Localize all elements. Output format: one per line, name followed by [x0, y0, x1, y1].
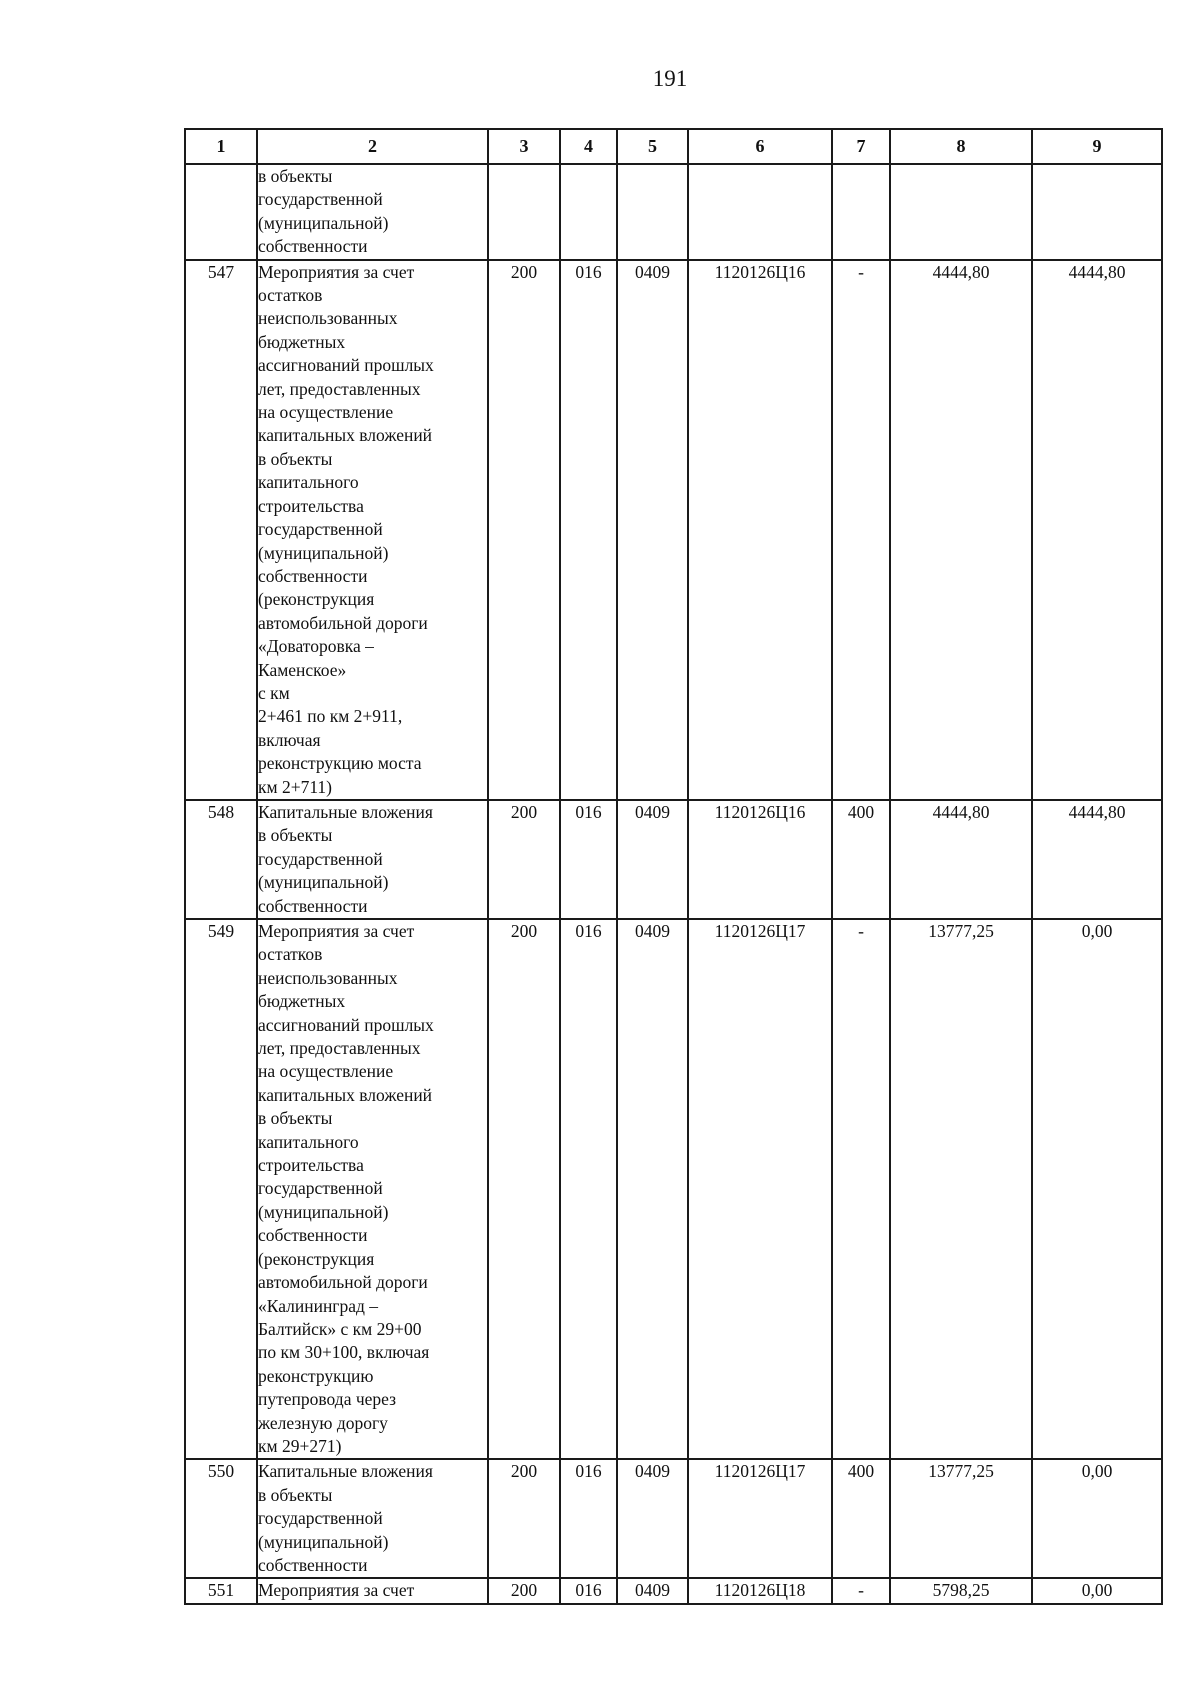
description-line: ассигнований прошлых: [258, 355, 434, 376]
description-line: бюджетных: [258, 991, 346, 1012]
description-line: включая: [258, 729, 321, 750]
table-row: [185, 260, 1162, 800]
cell-col-9: 4444,80: [1032, 260, 1162, 800]
description-line: неиспользованных: [258, 967, 398, 988]
description-line: Мероприятия за счет: [258, 1580, 415, 1601]
description-line: (реконструкция: [258, 1248, 375, 1269]
cell-col-6: 1120126Ц17: [688, 1459, 832, 1578]
row-number: [185, 164, 257, 260]
cell-col-3: 200: [488, 260, 560, 800]
cell-col-9: [1032, 164, 1162, 260]
column-header-6: 6: [688, 129, 832, 164]
row-number: 551: [185, 1578, 257, 1603]
row-description: [257, 800, 488, 919]
cell-col-6: 1120126Ц18: [688, 1578, 832, 1603]
table-body: [185, 164, 1162, 1604]
cell-col-6: [688, 164, 832, 260]
column-header-8: 8: [890, 129, 1032, 164]
description-line: государственной: [258, 1178, 383, 1199]
description-line: строительства: [258, 1155, 364, 1176]
column-header-3: 3: [488, 129, 560, 164]
row-description: [257, 164, 488, 260]
cell-col-7: -: [832, 260, 890, 800]
description-line: Капитальные вложения: [258, 801, 433, 822]
cell-col-7: 400: [832, 1459, 890, 1578]
row-description: [257, 1578, 488, 1603]
description-line: (муниципальной): [258, 542, 389, 563]
cell-col-5: 0409: [617, 919, 688, 1459]
cell-col-5: 0409: [617, 1459, 688, 1578]
description-line: остатков: [258, 944, 323, 965]
description-line: государственной: [258, 1508, 383, 1529]
cell-col-5: 0409: [617, 260, 688, 800]
row-number: 548: [185, 800, 257, 919]
cell-col-3: 200: [488, 919, 560, 1459]
row-number: 550: [185, 1459, 257, 1578]
description-line: в объекты: [258, 448, 333, 469]
table-row: [185, 800, 1162, 919]
description-line: Мероприятия за счет: [258, 261, 415, 282]
description-line: в объекты: [258, 1484, 333, 1505]
budget-table: [184, 128, 1163, 1605]
description-line: государственной: [258, 189, 383, 210]
cell-col-6: 1120126Ц16: [688, 800, 832, 919]
description-line: (муниципальной): [258, 1201, 389, 1222]
description-line: км 29+271): [258, 1435, 342, 1456]
cell-col-8: 5798,25: [890, 1578, 1032, 1603]
description-line: (муниципальной): [258, 1531, 389, 1552]
column-header-2: 2: [257, 129, 488, 164]
cell-col-8: [890, 164, 1032, 260]
description-line: «Калининград –: [258, 1295, 379, 1316]
cell-col-9: 4444,80: [1032, 800, 1162, 919]
description-line: Каменское»: [258, 659, 347, 680]
description-line: в объекты: [258, 166, 333, 186]
page-number: 191: [652, 66, 688, 91]
cell-col-7: -: [832, 1578, 890, 1603]
row-description: [257, 919, 488, 1459]
description-line: лет, предоставленных: [258, 1038, 421, 1059]
column-header-9: 9: [1032, 129, 1162, 164]
description-line: капитального: [258, 472, 359, 493]
description-line: 2+461 по км 2+911,: [258, 706, 403, 727]
description-line: государственной: [258, 848, 383, 869]
description-line: остатков: [258, 285, 323, 306]
description-line: «Доваторовка –: [258, 636, 374, 657]
column-header-4: 4: [560, 129, 617, 164]
cell-col-3: 200: [488, 800, 560, 919]
cell-col-4: 016: [560, 260, 617, 800]
cell-col-8: 4444,80: [890, 800, 1032, 919]
cell-col-4: 016: [560, 800, 617, 919]
description-line: капитального: [258, 1131, 359, 1152]
description-line: собственности: [258, 565, 368, 586]
description-line: на осуществление: [258, 402, 394, 423]
table-row: [185, 1459, 1162, 1578]
cell-col-5: [617, 164, 688, 260]
description-line: бюджетных: [258, 331, 346, 352]
cell-col-5: 0409: [617, 1578, 688, 1603]
description-line: реконструкцию моста: [258, 753, 422, 774]
cell-col-8: 13777,25: [890, 1459, 1032, 1578]
description-line: с км: [258, 682, 290, 703]
description-line: Балтийск» с км 29+00: [258, 1318, 422, 1339]
table-row: [185, 1578, 1162, 1603]
table-row: [185, 164, 1162, 260]
cell-col-4: 016: [560, 1578, 617, 1603]
description-line: (муниципальной): [258, 212, 389, 233]
cell-col-4: 016: [560, 919, 617, 1459]
cell-col-3: 200: [488, 1578, 560, 1603]
description-line: на осуществление: [258, 1061, 394, 1082]
description-line: собственности: [258, 895, 368, 916]
cell-col-7: [832, 164, 890, 260]
description-line: собственности: [258, 1225, 368, 1246]
description-line: Капитальные вложения: [258, 1461, 433, 1482]
description-line: км 2+711): [258, 776, 332, 797]
description-line: реконструкцию: [258, 1365, 374, 1386]
description-line: путепровода через: [258, 1389, 397, 1410]
description-line: в объекты: [258, 1108, 333, 1129]
cell-col-4: [560, 164, 617, 260]
description-line: строительства: [258, 495, 364, 516]
cell-col-4: 016: [560, 1459, 617, 1578]
cell-col-8: 13777,25: [890, 919, 1032, 1459]
cell-col-8: 4444,80: [890, 260, 1032, 800]
description-line: по км 30+100, включая: [258, 1342, 430, 1363]
cell-col-6: 1120126Ц16: [688, 260, 832, 800]
cell-col-9: 0,00: [1032, 1459, 1162, 1578]
description-line: Мероприятия за счет: [258, 921, 415, 941]
description-line: в объекты: [258, 825, 333, 846]
description-line: автомобильной дороги: [258, 1272, 428, 1293]
row-number: 547: [185, 260, 257, 800]
description-line: неиспользованных: [258, 308, 398, 329]
row-number: 549: [185, 919, 257, 1459]
description-line: (реконструкция: [258, 589, 375, 610]
description-line: капитальных вложений: [258, 425, 433, 446]
description-line: ассигнований прошлых: [258, 1014, 434, 1035]
description-line: капитальных вложений: [258, 1084, 433, 1105]
description-line: (муниципальной): [258, 872, 389, 893]
cell-col-9: 0,00: [1032, 1578, 1162, 1603]
cell-col-3: [488, 164, 560, 260]
cell-col-7: -: [832, 919, 890, 1459]
cell-col-5: 0409: [617, 800, 688, 919]
table-header-row: [185, 129, 1162, 164]
cell-col-9: 0,00: [1032, 919, 1162, 1459]
description-line: собственности: [258, 236, 368, 257]
column-header-7: 7: [832, 129, 890, 164]
description-line: железную дорогу: [258, 1412, 388, 1433]
cell-col-7: 400: [832, 800, 890, 919]
cell-col-6: 1120126Ц17: [688, 919, 832, 1459]
table-row: [185, 919, 1162, 1459]
cell-col-3: 200: [488, 1459, 560, 1578]
description-line: автомобильной дороги: [258, 612, 428, 633]
description-line: лет, предоставленных: [258, 378, 421, 399]
column-header-5: 5: [617, 129, 688, 164]
row-description: [257, 260, 488, 800]
description-line: государственной: [258, 519, 383, 540]
description-line: собственности: [258, 1554, 368, 1575]
column-header-1: 1: [185, 129, 257, 164]
row-description: [257, 1459, 488, 1578]
